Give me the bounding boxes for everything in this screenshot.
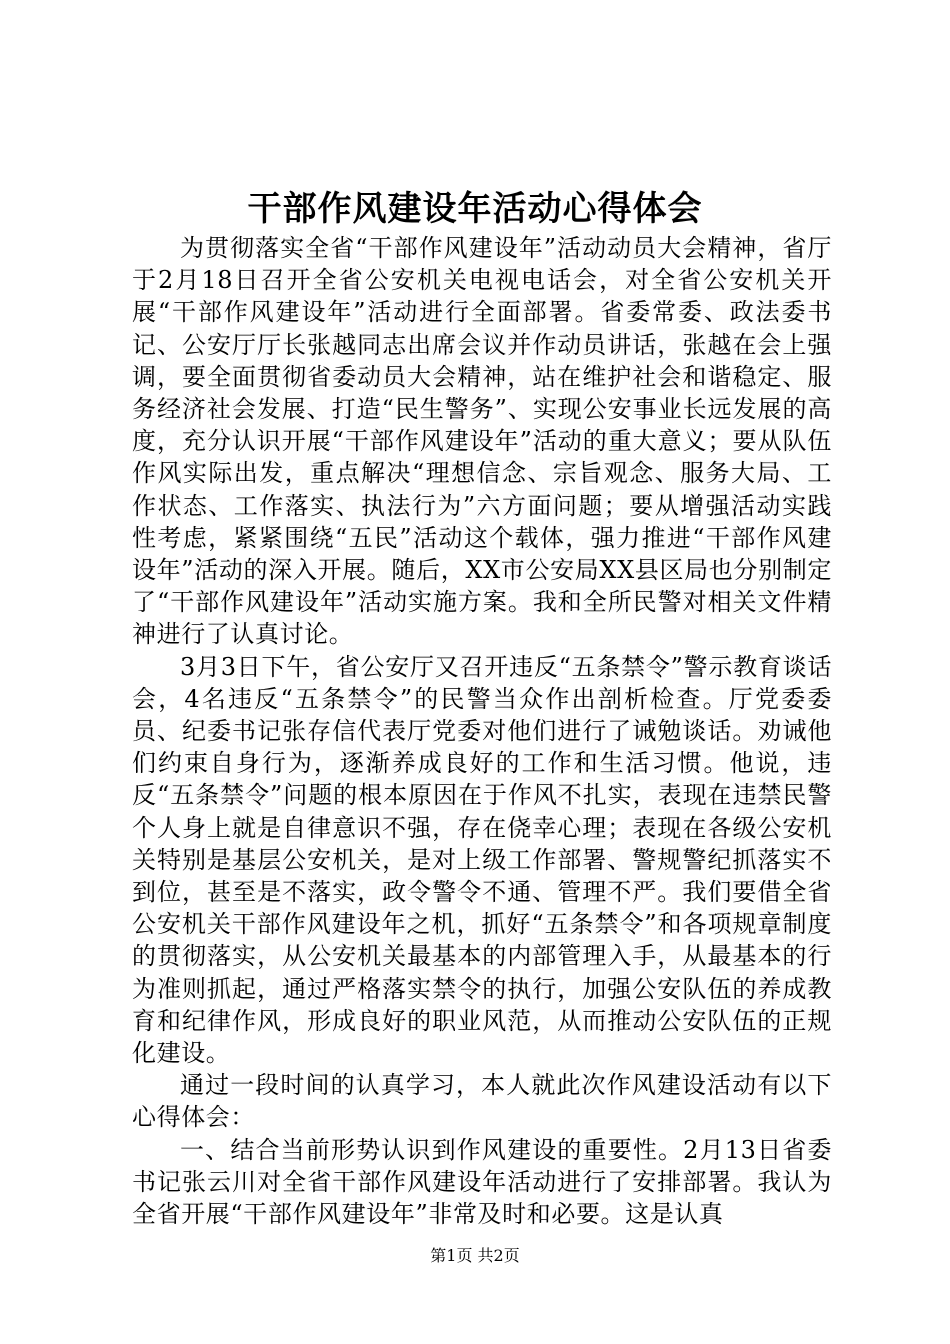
- page-footer: 第1页 共2页: [430, 1246, 520, 1265]
- paragraph-4: 一、结合当前形势认识到作风建设的重要性。2月13日省委书记张云川对全省干部作风建设年活动进行了安排部署。我认为全省开展“干部作风建设年”非常及时和必要。这是认真: [132, 1135, 832, 1229]
- document-body: [132, 232, 832, 1230]
- paragraph-2: 3月3日下午，省公安厅又召开违反“五条禁令”警示教育谈话会，4名违反“五条禁令”的民警当众作出剖析检查。厅党委委员、纪委书记张存信代表厅党委对他们进行了诫勉谈话。劝诫他们约束自身行为，逐渐养成良好的工作和生活习惯。他说，违反“五条禁令”问题的根本原因在于作风不扎实，表现在违禁民警个人身上就是自律意识不强，存在侥幸心理；表现在各级公安机关特别是基层公安机关，是对上级工作部署、警规警纪抓落实不到位，甚至是不落实，政令警令不通、管理不严。我们要借全省公安机关干部作风建设年之机，抓好“五条禁令”和各项规章制度的贯彻落实，从公安机关最基本的内部管理入手，从最基本的行为准则抓起，通过严格落实禁令的执行，加强公安队伍的养成教育和纪律作风，形成良好的职业风范，从而推动公安队伍的正规化建设。: [132, 652, 832, 1068]
- paragraph-3: 通过一段时间的认真学习，本人就此次作风建设活动有以下心得体会：: [132, 1071, 832, 1132]
- paragraph-1: 为贯彻落实全省“干部作风建设年”活动动员大会精神，省厅于2月18日召开全省公安机关电视电话会，对全省公安机关开展“干部作风建设年”活动进行全面部署。省委常委、政法委书记、公安厅厅长张越同志出席会议并作动员讲话，张越在会上强调，要全面贯彻省委动员大会精神，站在维护社会和谐稳定、服务经济社会发展、打造“民生警务”、实现公安事业长远发展的高度，充分认识开展“干部作风建设年”活动的重大意义；要从队伍作风实际出发，重点解决“理想信念、宗旨观念、服务大局、工作状态、工作落实、执法行为”六方面问题；要从增强活动实践性考虑，紧紧围绕“五民”活动这个载体，强力推进“干部作风建设年”活动的深入开展。随后，XX市公安局XX县区局也分别制定了“干部作风建设年”活动实施方案。我和全所民警对相关文件精神进行了认真讨论。: [132, 234, 832, 649]
- document-title: 干部作风建设年活动心得体会: [247, 189, 703, 229]
